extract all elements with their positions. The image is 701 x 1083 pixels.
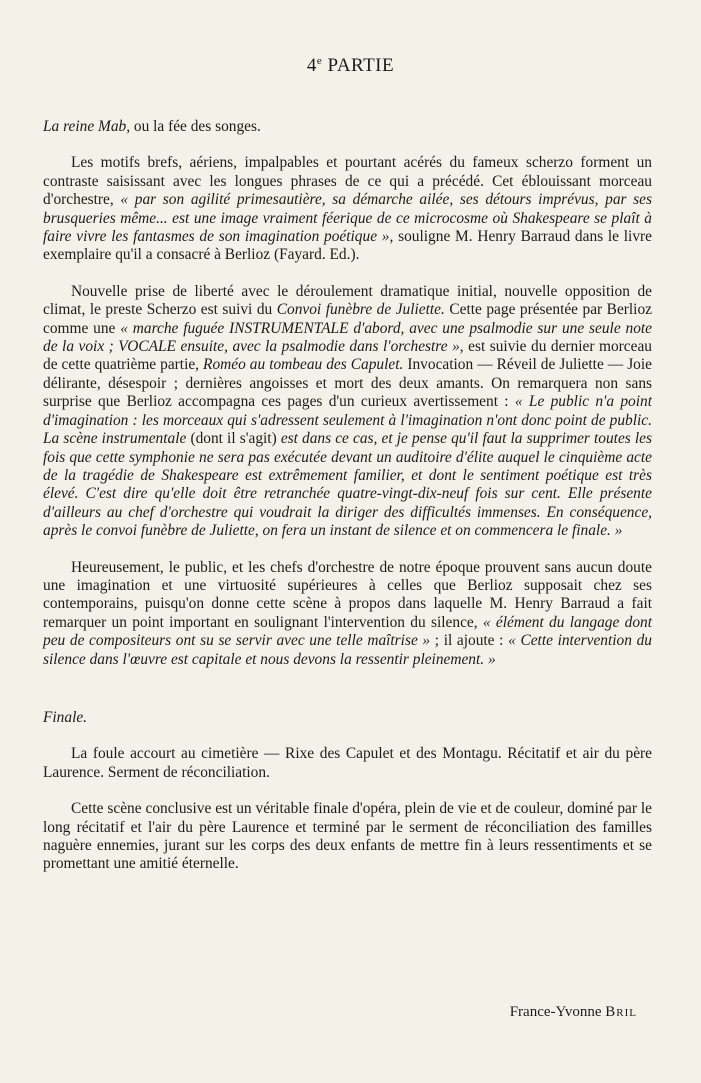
italic-run: « Cette intervention du silence dans l'œuvre est capitale et nous devons la ressentir pleinement. » (43, 632, 652, 668)
section-title-rest: ou la fée des songes. (130, 118, 261, 135)
paragraph-silence (43, 559, 652, 669)
text-run: (dont il s'agit) (186, 430, 281, 448)
text-run: Cette page présentée par Berlioz comme une (43, 301, 652, 337)
section-title-queen-mab (43, 118, 652, 136)
body-text (43, 118, 652, 892)
text-run: , souligne M. Henry Barraud dans le livre exemplaire qu'il a consacré à Berlioz (Fayard. Ed.). (43, 228, 652, 264)
text-run: Heureusement, le public, et les chefs d'orchestre de notre époque prouvent sans aucun doute une imagination et une virtuosité supérieures à celles que Berlioz supposait chez ses contemporains, puisqu'on donne cette scène à propos dans laquelle M. Henry Barraud a fait remarquer un point important en soulignant l'intervention du silence, (43, 558, 652, 631)
signature-last-name: Bril (605, 1004, 637, 1020)
section-title-italic: La reine Mab, (43, 118, 131, 135)
italic-run: « Le public n'a point d'imagination : les morceaux qui s'adressent seulement à l'imagination n'ont donc point de public. La scène instrumentale (43, 393, 652, 448)
italic-run: « élément du langage dont peu de compositeurs ont su se servir avec une telle maîtrise » (43, 613, 652, 650)
paragraph-finale-summary: La foule accourt au cimetière — Rixe des Capulet et des Montagu. Récitatif et air du père Laurence. Serment de réconciliation. (43, 745, 652, 781)
paragraph-convoi (43, 283, 652, 541)
italic-run: « par son agilité primesautière, sa démarche ailée, ses détours imprévus, par ses brusqueries même... est une image vraiment féerique de ce microcosme où Shakespeare se plaît à faire vivre les fantasmes de son imagination poétique » (43, 191, 652, 246)
part-number-suffix: e (316, 55, 323, 67)
italic-run: Roméo au tombeau des Capulet. (203, 356, 404, 374)
text-run: Nouvelle prise de liberté avec le déroulement dramatique initial, nouvelle opposition de climat, le preste Scherzo est suivi du (43, 282, 652, 319)
text-run: , est suivie du dernier morceau de cette quatrième partie, (43, 338, 652, 374)
paragraph-finale-description: Cette scène conclusive est un véritable finale d'opéra, plein de vie et de couleur, dominé par le long récitatif et l'air du père Laurence et terminé par le serment de réconciliation des familles naguère ennemies, jurant sur les corps des deux enfants de mettre fin à leurs ressentiments et se promettant une amitié éternelle. (43, 800, 652, 873)
text-run: ; il ajoute : (430, 632, 509, 650)
paragraph-scherzo (43, 154, 652, 264)
signature (510, 1004, 637, 1021)
signature-first-name: France-Yvonne (509, 1004, 606, 1020)
section-spacer (43, 687, 652, 709)
italic-run: « marche fuguée INSTRUMENTALE d'abord, avec une psalmodie sur une seule note de la voix ; VOCALE ensuite, avec la psalmodie dans l'orchestre » (43, 319, 652, 356)
part-heading (0, 55, 701, 77)
section-title-finale: Finale. (43, 708, 88, 726)
text-run: Les motifs brefs, aériens, impalpables et pourtant acérés du fameux scherzo forment un contraste saisissant avec les longues phrases de ce qui a précédé. Cet éblouissant morceau d'orchestre, (43, 154, 652, 209)
text-run: Invocation — Réveil de Juliette — Joie délirante, désespoir ; dernières angoisses et mort des deux amants. On remarquera non sans surprise que Berlioz accompagna ces pages d'un curieux avertissement : (43, 356, 652, 411)
part-word: PARTIE (327, 55, 395, 76)
italic-run: est dans ce cas, et je pense qu'il faut la supprimer toutes les fois que cette symphonie ne sera pas exécutée devant un auditoire d'élite auquel le cinquième acte de la tragédie de Shakespeare est extrêmement familier, et dont le sentiment poétique est très élevé. C'est dire qu'elle doit être retranchée quatre-vingt-dix-neuf fois sur cent. Elle présente d'ailleurs au chef d'orchestre qui voudrait la diriger des difficultés immenses. En conséquence, après le convoi funèbre de Juliette, on fera un instant de silence et on commencera le finale. » (43, 430, 652, 540)
part-number: 4 (306, 55, 317, 76)
italic-run: Convoi funèbre de Juliette. (276, 301, 445, 319)
